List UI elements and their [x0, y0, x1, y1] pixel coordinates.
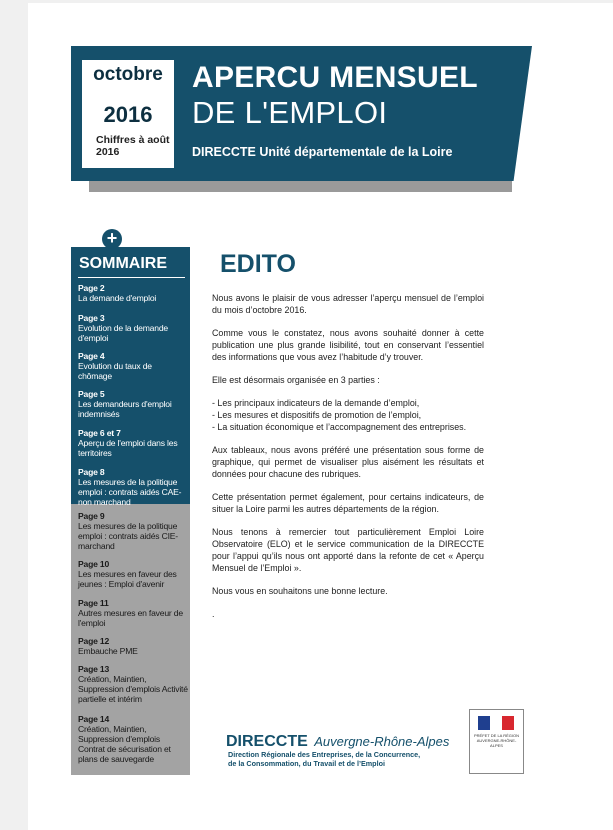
toc-page: Page 8	[78, 467, 105, 477]
flag-blue-band	[478, 716, 490, 730]
toc-item-page8[interactable]	[78, 467, 188, 507]
toc-page: Page 10	[78, 559, 110, 569]
toc-page: Page 4	[78, 351, 105, 361]
edito-paragraph: Cette présentation permet également, pour certains indicateurs, de situer la Loire parmi les autres départements de la région.	[212, 492, 484, 514]
edito-paragraph: .	[212, 609, 215, 619]
toc-page: Page 13	[78, 664, 110, 674]
toc-item-page3[interactable]	[78, 313, 188, 343]
edito-paragraph: Aux tableaux, nous avons préféré une présentation sous forme de graphique, qui permet de visualiser plus aisément les résultats et données pour chacune des rubriques.	[212, 445, 484, 479]
prefet-text: PRÉFET DE LA RÉGION AUVERGNE-RHÔNE-ALPES	[473, 733, 520, 748]
french-flag-icon	[478, 716, 514, 730]
edito-list-item: - La situation économique et l’accompagnement des entreprises.	[212, 422, 467, 432]
direccte-region: Auvergne-Rhône-Alpes	[314, 734, 450, 749]
edito-title: EDITO	[220, 250, 296, 278]
flag-white-band	[490, 716, 502, 730]
toc-item-page10[interactable]	[78, 559, 188, 589]
toc-page: Page 3	[78, 313, 105, 323]
edito-list-item: - Les principaux indicateurs de la demande d’emploi,	[212, 398, 420, 408]
toc-label: Création, Maintien, Suppression d'emplois Contrat de sécurisation et plans de sauvegarde	[78, 724, 171, 764]
edito-paragraph: Nous vous en souhaitons une bonne lecture.	[212, 586, 388, 596]
toc-item-page11[interactable]	[78, 598, 188, 628]
edito-paragraph: Comme vous le constatez, nous avons souhaité donner à cette publication une plus grande lisibilité, tout en conservant l’essentiel des informations que vous avez l’habitude d’y trouver.	[212, 328, 484, 362]
plus-icon: +	[102, 229, 122, 249]
direccte-line1: Direction Régionale des Entreprises, de la Concurrence,	[228, 750, 421, 759]
toc-label: Aperçu de l'emploi dans les territoires	[78, 438, 178, 458]
toc-label: Création, Maintien, Suppression d'emplois Activité partielle et intérim	[78, 674, 188, 704]
edito-paragraph: Elle est désormais organisée en 3 parties :	[212, 375, 380, 385]
toc-label: Les mesures de la politique emploi : contrats aidés CAE-non marchand	[78, 477, 182, 507]
flag-red-band	[502, 716, 514, 730]
toc-label: Evolution du taux de chômage	[78, 361, 152, 381]
toc-label: Evolution de la demande d'emploi	[78, 323, 168, 343]
sommaire-title: SOMMAIRE	[79, 255, 167, 272]
toc-page: Page 2	[78, 283, 105, 293]
toc-item-page4[interactable]	[78, 351, 188, 381]
toc-label: Les demandeurs d'emploi indemnisés	[78, 399, 172, 419]
toc-item-page14[interactable]	[78, 714, 188, 764]
figures-note: Chiffres à août 2016	[96, 134, 170, 158]
direccte-line2: de la Consommation, du Travail et de l’Emploi	[228, 758, 385, 768]
edito-paragraph: Nous tenons à remercier tout particulièrement Emploi Loire Observatoire (ELO) et le service communication de la DIRECCTE pour l’appui qu’ils nous ont apporté dans la refonte de cet « Aperçu Mensuel de l’Emploi ».	[212, 527, 484, 573]
title-line2: DE L'EMPLOI	[192, 95, 388, 130]
toc-label: La demande d'emploi	[78, 293, 157, 303]
edito-body	[212, 292, 484, 631]
prefet-logo	[469, 709, 524, 774]
toc-page: Page 14	[78, 714, 110, 724]
sommaire-divider	[78, 277, 185, 278]
toc-item-page5[interactable]	[78, 389, 188, 419]
toc-label: Les mesures en faveur des jeunes : Emploi d'avenir	[78, 569, 177, 589]
toc-item-page12[interactable]	[78, 636, 188, 656]
toc-item-page2[interactable]	[78, 283, 188, 303]
edito-list	[212, 397, 484, 433]
title-line1: APERCU MENSUEL	[192, 61, 478, 94]
toc-page: Page 12	[78, 636, 110, 646]
issue-year: 2016	[103, 102, 153, 127]
toc-item-page6-7[interactable]	[78, 428, 188, 458]
edito-list-item: - Les mesures et dispositifs de promotion de l’emploi,	[212, 410, 422, 420]
direccte-name: DIRECCTE	[226, 733, 308, 750]
direccte-logo	[226, 733, 449, 768]
header-subtitle: DIRECCTE Unité départementale de la Loire	[192, 145, 453, 159]
toc-item-page9[interactable]	[78, 511, 188, 551]
issue-month: octobre	[93, 64, 163, 85]
toc-page: Page 11	[78, 598, 109, 608]
edito-paragraph: Nous avons le plaisir de vous adresser l’aperçu mensuel de l’emploi du mois d’octobre 2016.	[212, 293, 484, 315]
toc-page: Page 9	[78, 511, 105, 521]
toc-label: Autres mesures en faveur de l'emploi	[78, 608, 183, 628]
toc-label: Embauche PME	[78, 646, 138, 656]
toc-page: Page 6 et 7	[78, 428, 121, 438]
toc-label: Les mesures de la politique emploi : contrats aidés CIE-marchand	[78, 521, 178, 551]
toc-page: Page 5	[78, 389, 105, 399]
toc-item-page13[interactable]	[78, 664, 188, 704]
